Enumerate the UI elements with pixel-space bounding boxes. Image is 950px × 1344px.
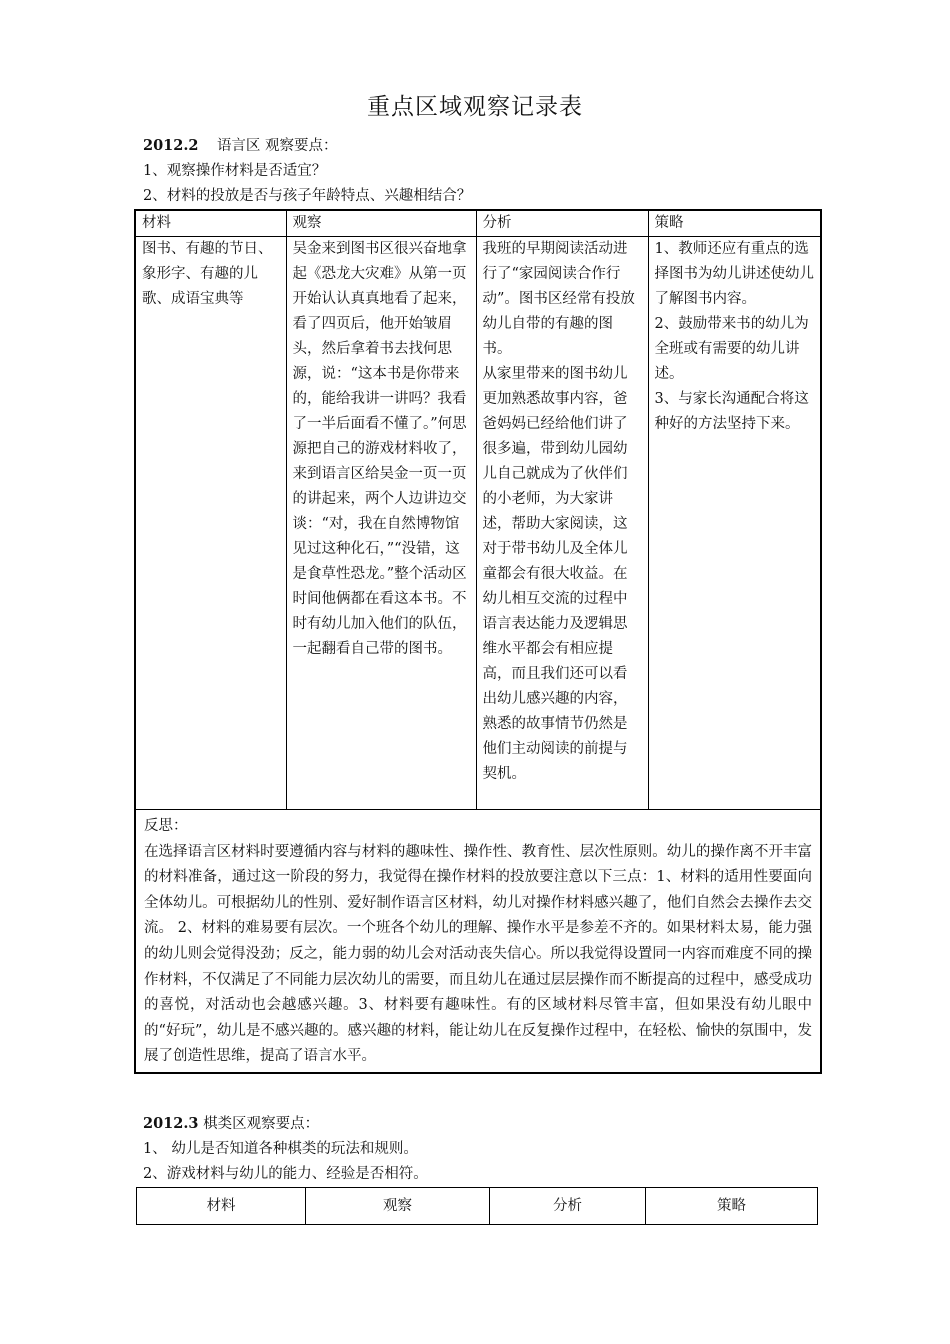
header-strategy: 策略 — [646, 1188, 818, 1225]
materials-cell: 图书、有趣的节日、象形字、有趣的儿歌、成语宝典等 — [135, 237, 286, 810]
section2-heading — [143, 1113, 319, 1135]
section2-date: 2012.3 — [143, 1115, 199, 1132]
section2-heading-text: 棋类区观察要点： — [203, 1116, 320, 1132]
strategy-item-3: 3、与家长沟通配合将这种好的方法坚持下来。 — [654, 391, 809, 432]
strategy-item-2: 2、鼓励带来书的幼儿为全班或有需要的幼儿讲述。 — [654, 316, 809, 382]
strategy-item-1: 1、教师还应有重点的选择图书为幼儿讲述使幼儿了解图书内容。 — [654, 241, 814, 307]
observation-cell: 吴金来到图书区很兴奋地拿起《恐龙大灾难》从第一页开始认认真真地看了起来，看了四页后，他开始皱眉头，然后拿着书去找何思源，说：“这本书是你带来的，能给我讲一讲吗？我看了一半后面看不懂了。”何思源把自己的游戏材料收了，来到语言区给吴金一页一页的讲起来，两个人边讲边交谈：“对，我在自然博物馆见过这种化石，”“没错，这是食草性恐龙。”整个活动区时间他俩都在看这本书。不时有幼儿加入他们的队伍，一起翻看自己带的图书。 — [286, 237, 476, 810]
section1-date: 2012.2 — [143, 137, 199, 154]
header-observation: 观察 — [286, 210, 476, 237]
reflection-cell — [135, 810, 821, 1073]
section1-point-2: 2、材料的投放是否与孩子年龄特点、兴趣相结合？ — [143, 188, 472, 204]
reflection-text: 在选择语言区材料时要遵循内容与材料的趣味性、操作性、教育性、层次性原则。幼儿的操作离不开丰富的材料准备，通过这一阶段的努力，我觉得在操作材料的投放要注意以下三点：1、材料的适用性要面向全体幼儿。可根据幼儿的性别、爱好制作语言区材料，幼儿对操作材料感兴趣了，他们自然会去操作去交流。 2、材料的难易要有层次。一个班各个幼儿的理解、操作水平是参差不齐的。如果材料太易，能力强的幼儿则会觉得没劲；反之，能力弱的幼儿会对活动丧失信心。所以我觉得设置同一内容而难度不同的操作材料，不仅满足了不同能力层次幼儿的需要，而且幼儿在通过层层操作而不断提高的过程中，感受成功的喜悦，对活动也会越感兴趣。3、材料要有趣味性。有的区域材料尽管丰富，但如果没有幼儿眼中的“好玩”，幼儿是不感兴趣的。感兴趣的材料，能让幼儿在反复操作过程中，在轻松、愉快的氛围中，发展了创造性思维，提高了语言水平。 — [144, 843, 812, 1065]
header-analysis: 分析 — [490, 1188, 646, 1225]
header-materials: 材料 — [137, 1188, 306, 1225]
analysis-paragraph-2: 从家里带来的图书幼儿更加熟悉故事内容，爸爸妈妈已经给他们讲了很多遍，带到幼儿园幼儿自己就成为了伙伴们的小老师，为大家讲述，帮助大家阅读，这对于带书幼儿及全体儿童都会有很大收益。在幼儿相互交流的过程中语言表达能力及逻辑思维水平都会有相应提高，而且我们还可以看出幼儿感兴趣的内容，熟悉的故事情节仍然是他们主动阅读的前提与契机。 — [482, 366, 628, 782]
header-strategy: 策略 — [648, 210, 821, 237]
language-area-table — [134, 209, 822, 1074]
reflection-label: 反思： — [144, 818, 188, 834]
section1-point-1: 1、观察操作材料是否适宜？ — [143, 163, 327, 179]
page-title: 重点区域观察记录表 — [367, 94, 583, 120]
chess-area-table — [136, 1187, 818, 1225]
section2-point-1: 1、 幼儿是否知道各种棋类的玩法和规则。 — [143, 1141, 418, 1157]
section2-point-2: 2、游戏材料与幼儿的能力、经验是否相符。 — [143, 1166, 428, 1182]
header-analysis: 分析 — [476, 210, 648, 237]
section1-heading-text: 语言区 观察要点： — [216, 138, 338, 154]
section1-heading — [143, 135, 338, 157]
analysis-paragraph-1: 我班的早期阅读活动进行了“家园阅读合作行动”。图书区经常有投放幼儿自带的有趣的图书。 — [482, 241, 635, 357]
strategy-cell — [648, 237, 821, 810]
header-materials: 材料 — [135, 210, 286, 237]
analysis-cell — [476, 237, 648, 810]
header-observation: 观察 — [306, 1188, 490, 1225]
